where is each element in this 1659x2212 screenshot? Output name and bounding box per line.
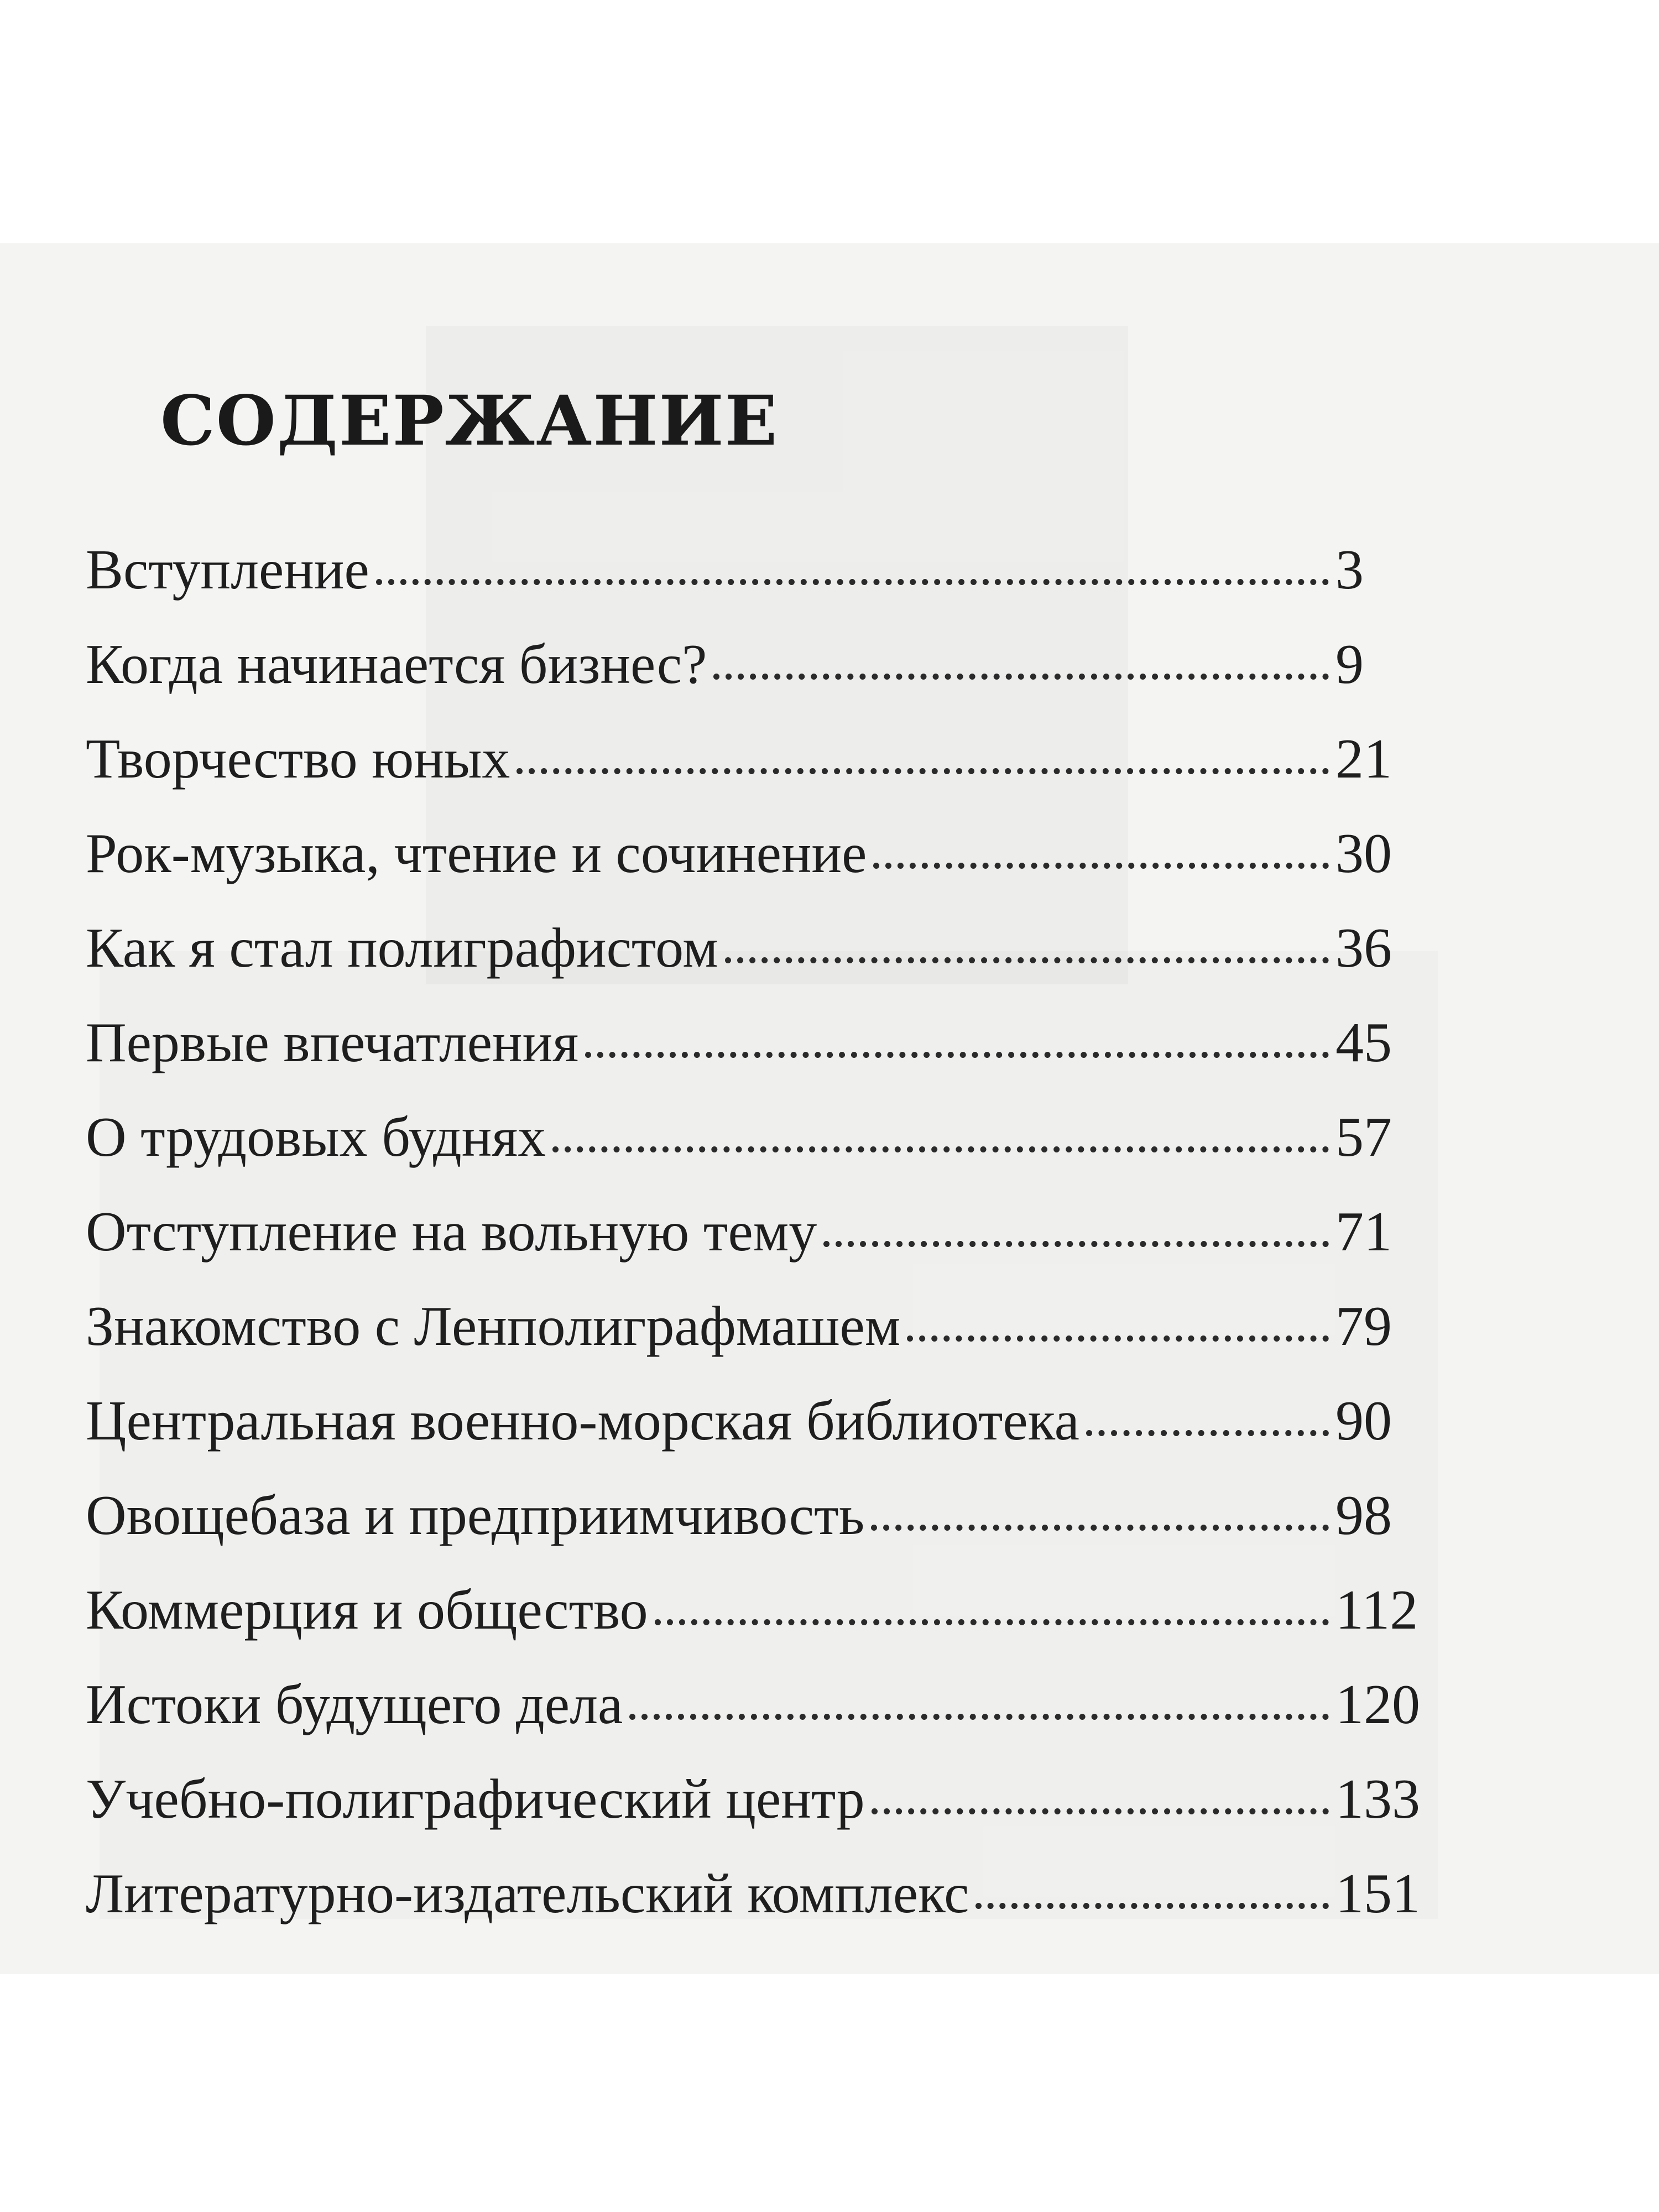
toc-entry <box>86 539 1468 637</box>
dot-leader <box>517 768 1329 774</box>
toc-entry-title: Как я стал полиграфистом <box>86 917 718 979</box>
dot-leader <box>552 1146 1329 1152</box>
toc-entry-title: Первые впечатления <box>86 1011 579 1074</box>
toc-entry-title: Знакомство с Ленполиграфмашем <box>86 1295 901 1358</box>
dot-leader <box>823 1241 1329 1247</box>
table-of-contents <box>86 539 1468 1960</box>
toc-entry-page: 3 <box>1335 539 1364 601</box>
toc-entry-title: Истоки будущего дела <box>86 1673 623 1736</box>
dot-leader <box>655 1619 1329 1625</box>
dot-leader <box>629 1714 1329 1720</box>
toc-entry-page: 57 <box>1335 1106 1392 1168</box>
toc-entry-page: 36 <box>1335 917 1392 979</box>
toc-entry-title: Литературно-издательский комплекс <box>86 1863 969 1925</box>
toc-entry-page: 79 <box>1335 1295 1392 1358</box>
page-title: СОДЕРЖАНИЕ <box>160 381 779 461</box>
dot-leader <box>713 674 1329 680</box>
toc-entry-page: 9 <box>1335 633 1364 696</box>
toc-entry <box>86 822 1468 920</box>
toc-entry-title: Учебно-полиграфический центр <box>86 1768 865 1830</box>
toc-entry-title: О трудовых буднях <box>86 1106 546 1168</box>
toc-entry <box>86 1579 1468 1677</box>
toc-entry <box>86 728 1468 826</box>
dot-leader <box>871 1525 1329 1531</box>
toc-entry <box>86 1484 1468 1582</box>
toc-entry-title: Отступление на вольную тему <box>86 1201 817 1263</box>
toc-entry-page: 71 <box>1335 1201 1392 1263</box>
toc-entry-page: 45 <box>1335 1011 1392 1074</box>
toc-entry <box>86 1390 1468 1488</box>
toc-entry-page: 30 <box>1335 822 1392 885</box>
book-page <box>0 243 1659 1974</box>
toc-entry-page: 112 <box>1335 1579 1418 1641</box>
toc-entry <box>86 1673 1468 1771</box>
toc-entry <box>86 1106 1468 1204</box>
toc-entry-page: 120 <box>1335 1673 1420 1736</box>
dot-leader <box>907 1335 1329 1342</box>
dot-leader <box>585 1052 1329 1058</box>
dot-leader <box>873 863 1329 869</box>
toc-entry-page: 21 <box>1335 728 1392 790</box>
toc-entry <box>86 1201 1468 1298</box>
toc-entry <box>86 1863 1468 1960</box>
dot-leader <box>1086 1430 1329 1436</box>
toc-entry-title: Коммерция и общество <box>86 1579 648 1641</box>
dot-leader <box>376 579 1329 585</box>
toc-entry-title: Творчество юных <box>86 728 510 790</box>
toc-entry-title: Вступление <box>86 539 369 601</box>
toc-entry-page: 98 <box>1335 1484 1392 1547</box>
toc-entry <box>86 1011 1468 1109</box>
toc-entry <box>86 1295 1468 1393</box>
toc-entry-page: 90 <box>1335 1390 1392 1452</box>
toc-entry-title: Овощебаза и предприимчивость <box>86 1484 865 1547</box>
toc-entry-page: 151 <box>1335 1863 1420 1925</box>
toc-entry-title: Центральная военно-морская библиотека <box>86 1390 1079 1452</box>
toc-entry-title: Рок-музыка, чтение и сочинение <box>86 822 867 885</box>
toc-entry <box>86 633 1468 731</box>
dot-leader <box>725 957 1329 963</box>
dot-leader <box>872 1808 1329 1814</box>
toc-entry-page: 133 <box>1335 1768 1420 1830</box>
toc-entry <box>86 1768 1468 1866</box>
dot-leader <box>975 1903 1329 1909</box>
toc-entry <box>86 917 1468 1015</box>
toc-entry-title: Когда начинается бизнес? <box>86 633 707 696</box>
